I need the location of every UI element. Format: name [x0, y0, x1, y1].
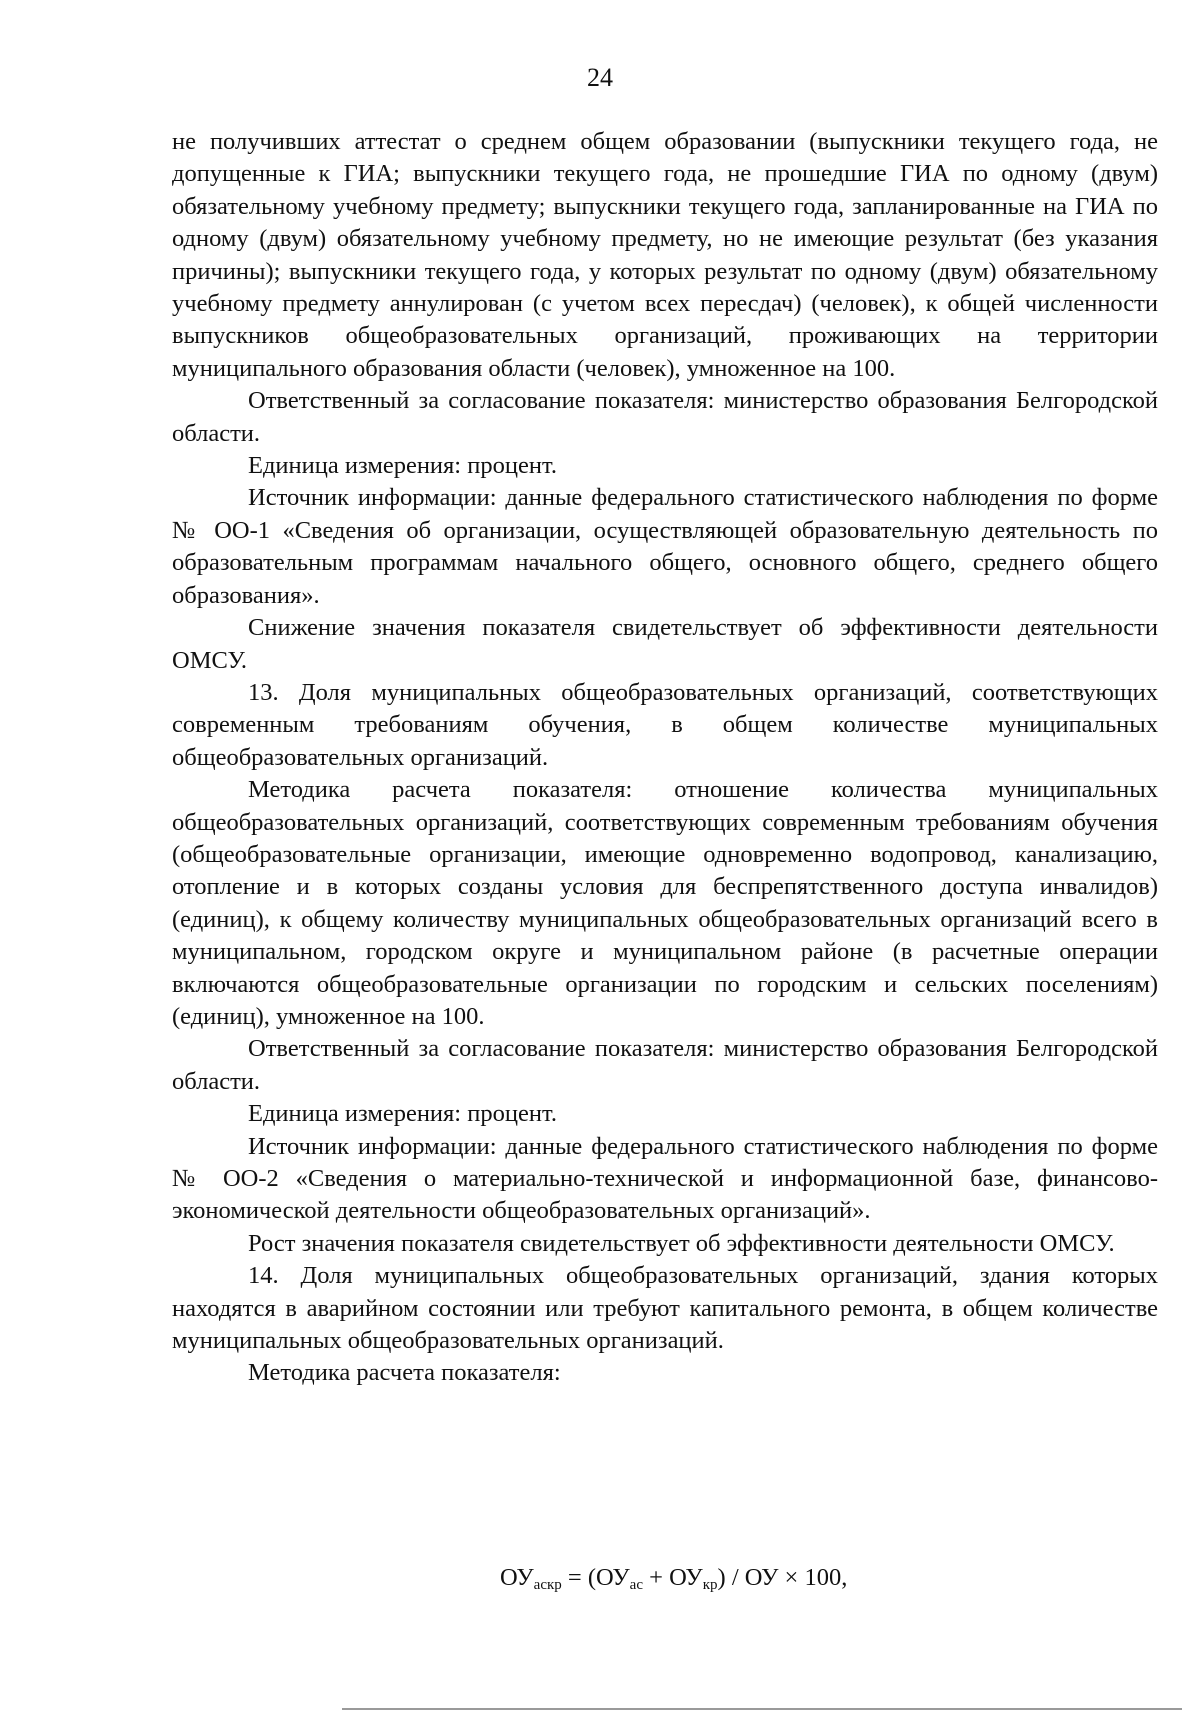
- paragraph-unit-1: Единица измерения: процент.: [248, 452, 557, 480]
- formula-plus: + ОУ: [643, 1564, 703, 1591]
- formula-equals-open: = (ОУ: [561, 1564, 630, 1591]
- paragraph-source-1: Источник информации: данные федерального статистического наблюдения по форме № ОО-1 «Сведения об организации, осуществляющей образовательную деятельность по образовательным программам начального общего, основного общего, среднего общего образования».: [172, 484, 1158, 609]
- paragraph-trend-1: Снижение значения показателя свидетельствует об эффективности деятельности ОМСУ.: [172, 614, 1158, 674]
- formula-tail: ) / ОУ × 100,: [717, 1564, 848, 1591]
- formula-lhs-base: ОУ: [500, 1564, 534, 1591]
- paragraph-graduates-continuation: не получивших аттестат о среднем общем образовании (выпускники текущего года, не допущенные к ГИА; выпускники текущего года, не прошедшие ГИА по одному (двум) обязательному учебному предмету; выпускники текущего года, запланированные на ГИА по одному (двум) обязательному учебному предмету, но не имеющие результат (без указания причины); выпускники текущего года, у которых результат по одному (двум) обязательному учебному предмету аннулирован (с учетом всех пересдач) (человек), к общей численности выпускников общеобразовательных организаций, проживающих на территории муниципального образования области (человек), умноженное на 100.: [172, 128, 1158, 382]
- paragraph-indicator-14: 14. Доля муниципальных общеобразовательных организаций, здания которых находятся в аварийном состоянии или требуют капитального ремонта, в общем количестве муниципальных общеобразовательных организаций.: [172, 1262, 1158, 1355]
- paragraph-source-2: Источник информации: данные федерального статистического наблюдения по форме № ОО-2 «Сведения о материально-технической и информационной базе, финансово-экономической деятельности общеобразовательных организаций».: [172, 1132, 1158, 1225]
- document-body: [172, 126, 1158, 1390]
- paragraph-trend-2: Рост значения показателя свидетельствует об эффективности деятельности ОМСУ.: [248, 1229, 1115, 1257]
- page-number: 24: [587, 63, 613, 92]
- paragraph-unit-2: Единица измерения: процент.: [248, 1100, 557, 1128]
- paragraph-method-13: Методика расчета показателя: отношение количества муниципальных общеобразовательных организаций, соответствующих современным требованиям обучения (общеобразовательные организации, имеющие одновременно водопровод, канализацию, отопление и в которых созданы условия для беспрепятственного доступа инвалидов) (единиц), к общему количеству муниципальных общеобразовательных организаций всего в муниципальном, городском округе и муниципальном районе (в расчетные операции включаются общеобразовательные организации по городским и сельских поселениям) (единиц), умноженное на 100.: [172, 776, 1158, 1030]
- formula-term1-sub: ас: [629, 1577, 643, 1593]
- paragraph-responsible-2: Ответственный за согласование показателя: министерство образования Белгородской области.: [172, 1035, 1158, 1095]
- paragraph-responsible-1: Ответственный за согласование показателя: министерство образования Белгородской области.: [172, 387, 1158, 447]
- formula: [500, 1562, 847, 1601]
- bottom-rule: [342, 1708, 1182, 1710]
- paragraph-method-14: Методика расчета показателя:: [248, 1359, 561, 1387]
- formula-lhs-sub: аскр: [533, 1577, 562, 1593]
- paragraph-indicator-13: 13. Доля муниципальных общеобразовательных организаций, соответствующих современным требованиям обучения, в общем количестве муниципальных общеобразовательных организаций.: [172, 678, 1158, 771]
- formula-term2-sub: кр: [702, 1577, 718, 1593]
